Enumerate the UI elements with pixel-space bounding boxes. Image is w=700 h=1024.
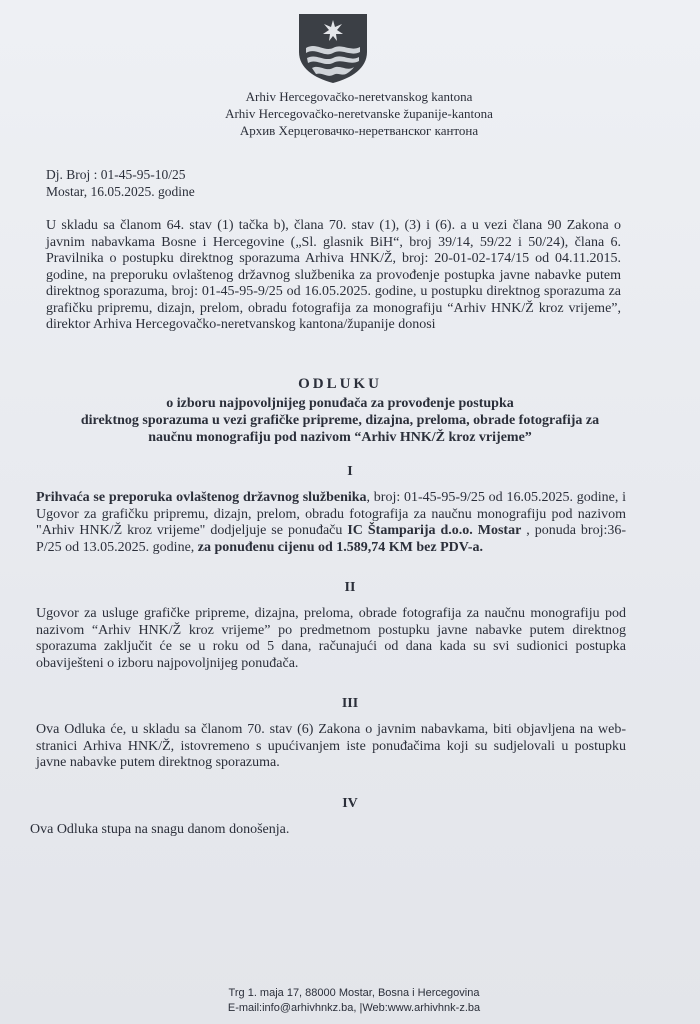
section-3-text: Ova Odluka će, u skladu sa članom 70. stav (6) Zakona o javnim nabavkama, biti objavljena na web-stranici Arhiva HNK/Ž, istovremeno s upućivanjem iste ponuđačima koji su sudjelovali u postupku javne nabavke putem direktnog sporazuma. (36, 722, 626, 770)
document-meta (46, 166, 195, 200)
header-line-3: Архив Херцеговачко-неретванског кантона (239, 123, 479, 138)
section-3-number: III (341, 696, 359, 711)
title-main: ODLUKU (298, 376, 382, 392)
section-1-text-1: , broj: 01-45-95-9/25 od 16.05.2025. godine, i Ugovor za grafičku pripremu, dizajn, prelom, obradu fotografija za naučnu monografiju pod nazivom "Arhiv HNK/Ž kroz vrijeme" dodjeljuje se ponuđaču (36, 490, 626, 538)
title-line-1: o izboru najpovoljnijeg ponuđača za provođenje postupka (166, 396, 514, 411)
intro-paragraph: U skladu sa članom 64. stav (1) tačka b), člana 70. stav (1), (3) i (6). a u vezi člana 90 Zakona o javnim nabavkama Bosne i Hercegovine („Sl. glasnik BiH“, broj 39/14, 59/22 i 50/24), člana 6. Pravilnika o postupku direktnog sporazuma Arhiva HNK/Ž, broj: 20-01-02-174/15 od 04.11.2015. godine, na preporuku ovlaštenog državnog službenika za provođenje postupka javne nabavke putem direktnog sporazuma, broj: 01-45-95-9/25 od 16.05.2025. godine, u postupku direktnog sporazuma za grafičku pripremu, dizajn, prelom, obradu fotografija za monografiju “Arhiv HNK/Ž kroz vrijeme”, direktor Arhiva Hercegovačko-neretvanskog kantona/županije donosi (46, 218, 621, 332)
title-line-2: direktnog sporazuma u vezi grafičke pripreme, dizajna, preloma, obrade fotografija za (80, 413, 600, 428)
institution-header (0, 88, 700, 139)
section-1-text-2: , ponuda broj:36-P/25 od 13.05.2025. godine, (36, 523, 627, 555)
reference-number: Dj. Broj : 01-45-95-10/25 (46, 167, 186, 182)
section-1-bold-1: Prihvaća se preporuka ovlaštenog državnog službenika (36, 490, 367, 505)
document-footer (0, 986, 700, 1016)
section-2-number: II (344, 580, 356, 595)
title-line-3: naučnu monografiju pod nazivom “Arhiv HNK/Ž kroz vrijeme” (148, 430, 532, 445)
section-1-number: I (347, 464, 353, 479)
section-1-text (36, 490, 626, 556)
section-4-text: Ova Odluka stupa na snagu danom donošenja. (30, 822, 290, 837)
decision-title (40, 376, 640, 446)
place-date: Mostar, 16.05.2025. godine (46, 184, 195, 199)
coat-of-arms-icon (296, 12, 370, 84)
header-line-2: Arhiv Hercegovačko-neretvanske županije-kantona (225, 106, 493, 121)
section-4-number: IV (342, 796, 358, 811)
section-1-bold-3: za ponuđenu cijenu od 1.589,74 KM bez PDV-a. (197, 539, 483, 555)
footer-contact: E-mail:info@arhivhnkz.ba, |Web:www.arhivhnk-z.ba (227, 1002, 481, 1014)
section-2-text: Ugovor za usluge grafičke pripreme, dizajna, preloma, obrade fotografija za naučnu monografiju pod nazivom “Arhiv HNK/Ž kroz vrijeme” po predmetnom postupku javne nabavke putem direktnog sporazuma zaključit će se u roku od 5 dana, računajući od dana kada su svi sudionici postupka obaviješteni o izboru najpovoljnijeg ponuđača. (36, 606, 626, 671)
section-1-bold-2: IC Štamparija d.o.o. Mostar (347, 523, 522, 538)
header-line-1: Arhiv Hercegovačko-neretvanskog kantona (245, 89, 473, 104)
footer-address: Trg 1. maja 17, 88000 Mostar, Bosna i Hercegovina (228, 987, 480, 999)
